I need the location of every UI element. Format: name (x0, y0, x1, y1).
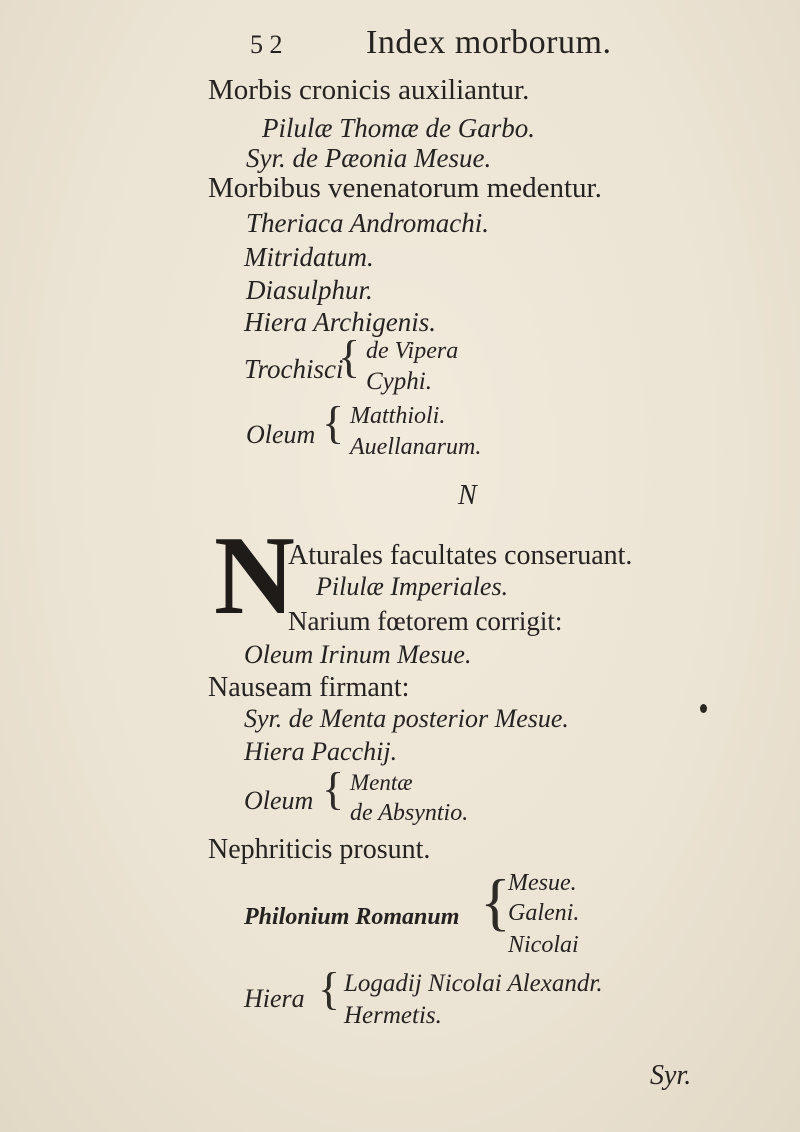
group-item: Logadij Nicolai Alexandr. (344, 970, 603, 997)
ink-blot (700, 704, 707, 713)
group-label: Hiera (244, 984, 305, 1013)
text-line: Pilulæ Thomæ de Garbo. (262, 113, 536, 143)
page-number: 5 2 (250, 30, 283, 59)
group-item: Galeni. (508, 900, 580, 926)
drop-capital: N (214, 514, 295, 638)
group-label: Oleum (244, 786, 314, 815)
left-brace-icon: { (318, 963, 341, 1014)
text-line: Theriaca Andromachi. (246, 208, 489, 238)
text-line: Hiera Pacchij. (244, 737, 398, 766)
text-line: Narium fœtorem corrigit: (288, 606, 563, 636)
text-line: Mitridatum. (244, 242, 374, 272)
section-letter: N (458, 480, 477, 511)
left-brace-icon: { (322, 397, 345, 448)
text-line: Nephriticis prosunt. (208, 834, 431, 865)
group-label: Trochisci (244, 354, 344, 384)
text-line: Syr. de Pæonia Mesue. (246, 143, 492, 173)
group-item: Nicolai (508, 932, 579, 958)
text-line: Syr. de Menta posterior Mesue. (244, 704, 569, 733)
group-label: Oleum (246, 420, 316, 449)
text-line: Morbis cronicis auxiliantur. (208, 74, 530, 106)
group-item: de Absyntio. (350, 800, 469, 826)
group-item: Hermetis. (344, 1002, 442, 1029)
group-item: Cyphi. (366, 368, 432, 395)
text-line: Hiera Archigenis. (244, 307, 436, 337)
text-line: Nauseam firmant: (208, 672, 410, 703)
running-title: Index morborum. (366, 24, 612, 61)
left-brace-icon: { (322, 763, 345, 814)
text-line: Morbibus venenatorum medentur. (208, 172, 602, 204)
group-item: Mentæ (350, 770, 413, 795)
text-line: Oleum Irinum Mesue. (244, 640, 472, 669)
group-item: Auellanarum. (350, 434, 482, 460)
text-line: Aturales facultates conseruant. (288, 540, 633, 571)
group-item: de Vipera (366, 338, 459, 364)
text-line: Pilulæ Imperiales. (316, 572, 509, 601)
catchword: Syr. (650, 1060, 692, 1091)
group-item: Mesue. (508, 870, 577, 896)
text-line: Diasulphur. (246, 275, 373, 305)
group-label: Philonium Romanum (244, 904, 460, 930)
group-item: Matthioli. (350, 403, 446, 429)
left-brace-icon: { (338, 331, 361, 382)
left-brace-icon: { (480, 866, 511, 937)
